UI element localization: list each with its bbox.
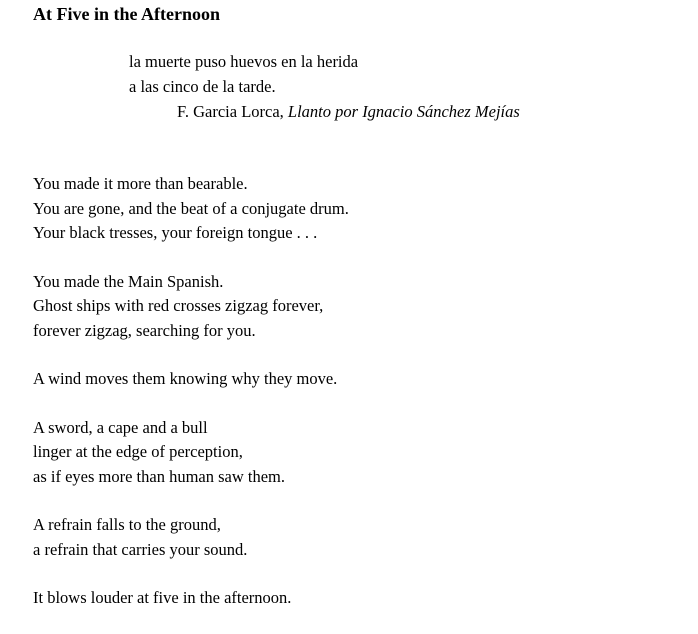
attribution-author: F. Garcia Lorca,	[177, 102, 288, 121]
poem-line: Ghost ships with red crosses zigzag forever,	[33, 296, 324, 315]
poem-line: as if eyes more than human saw them.	[33, 466, 286, 486]
poem-line: a refrain that carries your sound.	[33, 539, 248, 559]
poem-line: You are gone, and the beat of a conjugate drum.	[33, 198, 349, 218]
stanza	[33, 270, 349, 344]
stanza	[33, 586, 349, 611]
poem-line: You made the Main Spanish.	[33, 271, 224, 291]
poem-line: linger at the edge of perception,	[33, 442, 243, 461]
stanza	[33, 513, 349, 562]
poem-title: At Five in the Afternoon	[33, 4, 220, 24]
poem-line: A sword, a cape and a bull	[33, 417, 208, 437]
poem-line: forever zigzag, searching for you.	[33, 320, 256, 340]
poem-line: A refrain falls to the ground,	[33, 515, 221, 534]
poem-line: You made it more than bearable.	[33, 174, 248, 193]
epigraph-line: a las cinco de la tarde.	[129, 77, 276, 96]
stanza	[33, 416, 349, 490]
attribution-work: Llanto por Ignacio Sánchez Mejías	[287, 102, 520, 121]
stanza	[33, 172, 349, 246]
epigraph-line: la muerte puso huevos en la herida	[129, 52, 359, 71]
epigraph-attribution	[129, 99, 520, 124]
poem-line: It blows louder at five in the afternoon.	[33, 588, 292, 607]
epigraph	[129, 49, 520, 124]
stanza	[33, 367, 349, 392]
poem-line: A wind moves them knowing why they move.	[33, 369, 338, 388]
poem-body	[33, 172, 349, 611]
poem-line: Your black tresses, your foreign tongue . . .	[33, 223, 318, 242]
